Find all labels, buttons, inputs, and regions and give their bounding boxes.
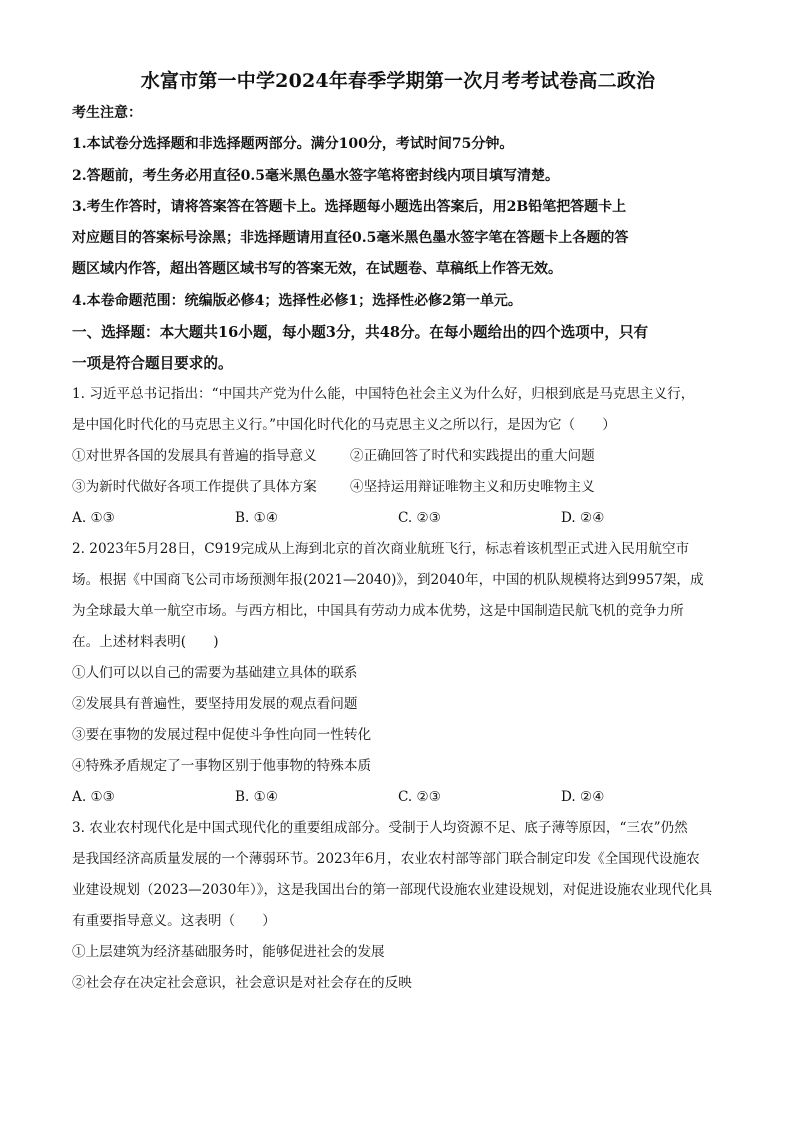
notice-item-2: 2.答题前，考生务必用直径0.5毫米黑色墨水签字笔将密封线内项目填写清楚。: [72, 167, 559, 184]
question-1-stem-line-1: 1. 习近平总书记指出：“中国共产党为什么能，中国特色社会主义为什么好，归根到底是马克思主义行，: [72, 386, 695, 403]
notice-item-1: 1.本试卷分选择题和非选择题两部分。满分100分，考试时间75分钟。: [72, 136, 514, 153]
question-1-option-a: A. ①③: [72, 510, 115, 527]
question-3-statement-2: ②社会存在决定社会意识，社会意识是对社会存在的反映: [72, 975, 412, 992]
question-1-option-b: B. ①④: [235, 510, 279, 527]
question-2-option-b: B. ①④: [235, 789, 279, 806]
question-1-statements-row-2: [72, 472, 724, 503]
exam-title: 水富市第一中学2024年春季学期第一次月考考试卷高二政治: [140, 70, 656, 92]
question-2-stem-line-3: 为全球最大单一航空市场。与西方相比，中国具有劳动力成本优势，这是中国制造民航飞机的竞争力所: [72, 603, 684, 620]
question-1-statement-3: ③为新时代做好各项工作提供了具体方案: [72, 479, 317, 496]
question-1-stem-line-2: 是中国化时代化的马克思主义行。”中国化时代化的马克思主义之所以行，是因为它（ ）: [72, 417, 616, 434]
question-2-options: [72, 782, 724, 813]
question-2-statement-4: ④特殊矛盾规定了一事物区别于他事物的特殊本质: [72, 758, 372, 775]
question-3-stem-line-2: 是我国经济高质量发展的一个薄弱环节。2023年6月，农业农村部等部门联合制定印发《全国现代设施农: [72, 851, 700, 868]
question-1-statement-4: ④坚持运用辩证唯物主义和历史唯物主义: [350, 479, 595, 496]
question-1-options: [72, 503, 724, 534]
question-1: [72, 379, 724, 534]
question-2-statement-1: ①人们可以以自己的需要为基础建立具体的联系: [72, 665, 358, 682]
exam-page: [72, 66, 724, 999]
question-2: [72, 534, 724, 813]
question-2-stem-line-2: 场。根据《中国商飞公司市场预测年报(2021—2040)》，到2040年，中国的机队规模将达到9957架，成: [72, 572, 704, 589]
section-heading: [72, 317, 724, 379]
question-2-option-a: A. ①③: [72, 789, 115, 806]
question-2-stem-line-1: 2. 2023年5月28日，C919完成从上海到北京的首次商业航班飞行，标志着该机型正式进入民用航空市: [72, 541, 690, 558]
question-1-statement-2: ②正确回答了时代和实践提出的重大问题: [350, 448, 595, 465]
question-3-stem-line-4: 有重要指导意义。这表明（ ）: [72, 913, 276, 930]
notice-item-4: 4.本卷命题范围：统编版必修4；选择性必修1；选择性必修2第一单元。: [72, 292, 522, 309]
notice-item-3: 3.考生作答时，请将答案答在答题卡上。选择题每小题选出答案后，用2B铅笔把答题卡上: [72, 198, 627, 215]
question-3-stem-line-3: 业建设规划（2023—2030年）》，这是我国出台的第一部现代设施农业建设规划，对促进设施农业现代化具: [72, 882, 713, 899]
section-heading-line-2: 一项是符合题目要求的。: [72, 355, 233, 373]
question-1-statement-1: ①对世界各国的发展具有普遍的指导意义: [72, 448, 317, 465]
question-3: [72, 813, 724, 999]
question-2-option-c: C. ②③: [398, 789, 441, 806]
question-2-option-d: D. ②④: [561, 789, 605, 806]
question-3-stem-line-1: 3. 农业农村现代化是中国式现代化的重要组成部分。受制于人均资源不足、底子薄等原因，“三农”仍然: [72, 820, 688, 837]
question-1-option-c: C. ②③: [398, 510, 441, 527]
section-heading-line-1: 一、选择题：本大题共16小题，每小题3分，共48分。在每小题给出的四个选项中，只有: [72, 324, 649, 342]
notice-item-3-cont-2: 题区域内作答，超出答题区域书写的答案无效，在试题卷、草稿纸上作答无效。: [72, 261, 562, 278]
question-1-option-d: D. ②④: [561, 510, 605, 527]
question-2-stem-line-4: 在。上述材料表明( ): [72, 634, 219, 651]
question-3-statement-1: ①上层建筑为经济基础服务时，能够促进社会的发展: [72, 944, 385, 961]
question-2-statement-3: ③要在事物的发展过程中促使斗争性向同一性转化: [72, 727, 372, 744]
question-1-statements-row-1: [72, 441, 724, 472]
question-2-statement-2: ②发展具有普遍性，要坚持用发展的观点看问题: [72, 696, 358, 713]
exam-notice: [72, 98, 724, 317]
notice-heading: 考生注意：: [72, 105, 142, 121]
notice-item-3-cont-1: 对应题目的答案标号涂黑；非选择题请用直径0.5毫米黑色墨水签字笔在答题卡上各题的答: [72, 230, 629, 247]
